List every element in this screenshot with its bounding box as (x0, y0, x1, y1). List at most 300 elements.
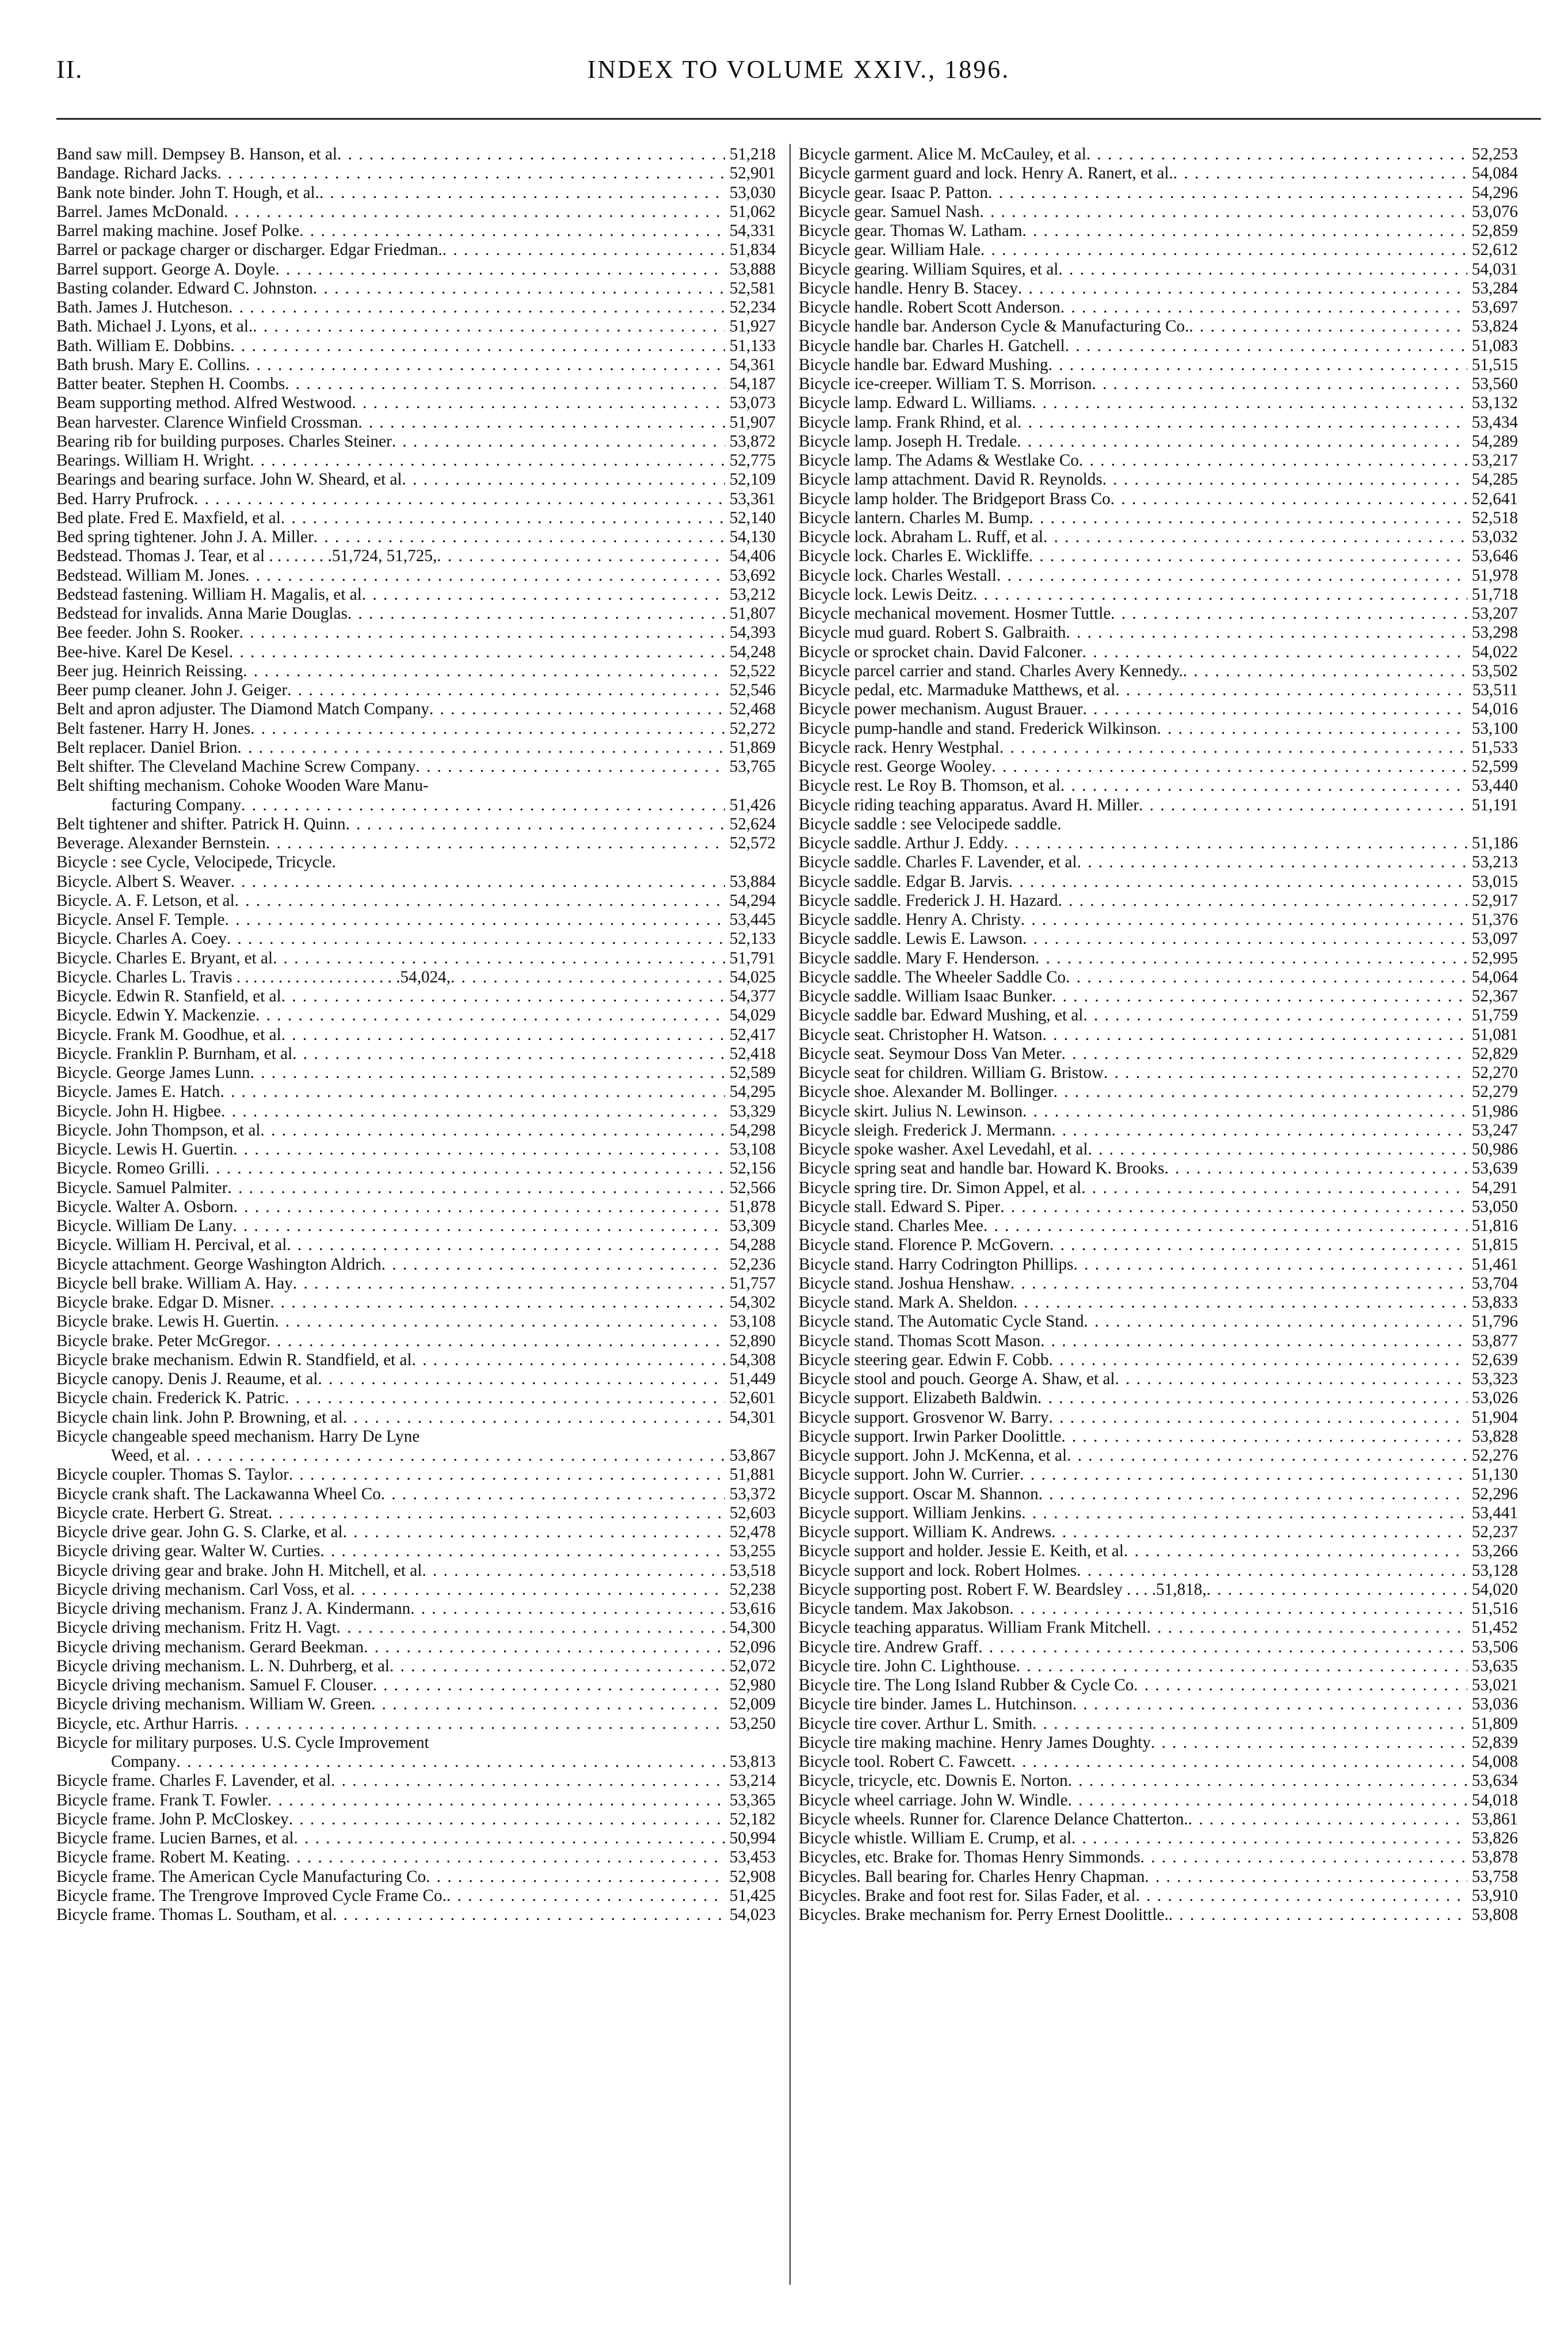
index-entry (56, 1179, 776, 1198)
patent-number: 54,302 (729, 1293, 776, 1312)
entry-text: Bicycle. William H. Percival, et al (56, 1236, 287, 1255)
entry-text: Bicycle stool and pouch. George A. Shaw, et al (799, 1370, 1115, 1388)
dot-leader (392, 432, 725, 451)
index-entry (56, 1332, 776, 1351)
entry-text: Bicycle wheels. Runner for. Clarence Delance Chatterton. (799, 1809, 1188, 1828)
entry-text: Bicycle. John H. Higbee (56, 1102, 222, 1121)
patent-number: 53,824 (1471, 317, 1518, 336)
index-entry (56, 1312, 776, 1331)
index-entry-continuation (56, 796, 776, 815)
index-entry (799, 1083, 1518, 1102)
index-entry (56, 891, 776, 910)
index-entry (799, 1618, 1518, 1637)
dot-leader (988, 184, 1467, 203)
patent-number: 54,084 (1471, 164, 1518, 183)
patent-number: 51,881 (729, 1465, 776, 1484)
index-entry-continuation (56, 1752, 776, 1771)
dot-leader (337, 145, 725, 164)
index-entry (56, 1714, 776, 1733)
entry-text: Bicycle tire making machine. Henry James Doughty (799, 1733, 1151, 1752)
index-entry (56, 1676, 776, 1695)
entry-text: Bicycle tire binder. James L. Hutchinson (799, 1695, 1073, 1714)
patent-number: 52,641 (1471, 489, 1518, 508)
entry-text: Bath brush. Mary E. Collins (56, 355, 246, 374)
entry-text: Bicycle. Charles L. Travis . . . . . . . . . . . . . . . . . . . .54,024, (56, 967, 451, 986)
patent-number: 53,833 (1471, 1293, 1518, 1312)
patent-number: 54,308 (729, 1350, 776, 1369)
patent-number: 54,361 (729, 355, 776, 374)
patent-number: 51,062 (729, 202, 776, 221)
patent-number: 53,097 (1471, 929, 1518, 948)
dot-leader (333, 1906, 725, 1925)
index-entry (799, 968, 1518, 987)
dot-leader (1039, 1485, 1467, 1504)
index-entry (799, 987, 1518, 1006)
dot-leader (1048, 356, 1467, 375)
dot-leader (1021, 1504, 1467, 1523)
patent-number: 51,815 (1471, 1236, 1518, 1255)
patent-number: 53,021 (1471, 1676, 1518, 1694)
patent-number: 51,515 (1471, 355, 1518, 374)
dot-leader (1017, 432, 1467, 451)
entry-text: Bicycle. Walter A. Osborn (56, 1197, 234, 1216)
entry-text: Bicycle crate. Herbert G. Streat (56, 1503, 268, 1522)
patent-number: 51,816 (1471, 1217, 1518, 1235)
index-entry (56, 470, 776, 489)
patent-number: 52,367 (1471, 987, 1518, 1005)
dot-leader (1102, 470, 1467, 489)
entry-text: Bicycle sleigh. Frederick J. Mermann (799, 1121, 1052, 1140)
index-entry (799, 681, 1518, 700)
dot-leader (390, 1657, 725, 1676)
entry-text: Bicycle support and holder. Jessie E. Keith, et al (799, 1542, 1124, 1561)
patent-number: 52,901 (729, 164, 776, 183)
patent-number: 52,639 (1471, 1350, 1518, 1369)
patent-number: 51,130 (1471, 1465, 1518, 1484)
page-number: II. (56, 55, 83, 83)
dot-leader (234, 1714, 725, 1733)
dot-leader (381, 1255, 725, 1274)
dot-leader (319, 184, 725, 203)
index-entry (56, 929, 776, 948)
entry-text: Bicycle canopy. Denis J. Reaume, et al (56, 1370, 318, 1388)
entry-text: Bicycle. John Thompson, et al (56, 1121, 261, 1140)
entry-text: Bicycle driving mechanism. Carl Voss, et al (56, 1580, 351, 1599)
dot-leader (1040, 1332, 1467, 1351)
patent-number: 52,140 (729, 508, 776, 527)
entry-text: Bicycle lantern. Charles M. Bump (799, 508, 1029, 527)
patent-number: 53,828 (1471, 1427, 1518, 1446)
entry-continuation-text: facturing Company (111, 795, 242, 814)
index-entry (799, 1332, 1518, 1351)
index-entry (799, 757, 1518, 776)
entry-text: Bicycle lamp. Frank Rhind, et al (799, 413, 1018, 432)
entry-text: Bee-hive. Karel De Kesel (56, 642, 229, 661)
dot-leader (234, 1198, 725, 1217)
patent-number: 53,808 (1471, 1906, 1518, 1924)
index-entry (56, 451, 776, 470)
patent-number: 53,030 (729, 183, 776, 202)
entry-text: Bicycle handle bar. Anderson Cycle & Manufacturing Co. (799, 317, 1189, 336)
patent-number: 54,377 (729, 987, 776, 1005)
patent-number: 53,813 (729, 1752, 776, 1771)
index-entry (799, 796, 1518, 815)
entry-text: Bicycle driving gear. Walter W. Curties (56, 1542, 321, 1561)
entry-text: Bandage. Richard Jacks (56, 164, 218, 183)
entry-text: Beer jug. Heinrich Reissing (56, 661, 243, 680)
patent-number: 53,445 (729, 910, 776, 929)
index-entry (56, 1733, 776, 1752)
dot-leader (285, 1389, 725, 1408)
entry-text: Bee feeder. John S. Rooker (56, 623, 239, 642)
dot-leader (313, 279, 725, 298)
dot-leader (266, 834, 725, 853)
index-entry (56, 949, 776, 968)
index-entry (799, 1868, 1518, 1887)
dot-leader (1060, 776, 1467, 795)
entry-text: Bicycle. Samuel Palmiter (56, 1178, 228, 1197)
entry-text: Bicycle saddle. Charles F. Lavender, et al (799, 853, 1077, 872)
entry-text: Bicycle changeable speed mechanism. Harry De Lyne (56, 1427, 420, 1446)
entry-text: Belt shifting mechanism. Cohoke Wooden Ware Manu- (56, 776, 429, 795)
patent-number: 51,809 (1471, 1714, 1518, 1733)
dot-leader (1020, 1465, 1467, 1484)
dot-leader (1023, 929, 1467, 948)
dot-leader (1147, 1618, 1467, 1637)
patent-number: 53,440 (1471, 776, 1518, 795)
dot-leader (229, 643, 725, 662)
index-entry (56, 1771, 776, 1790)
dot-leader (227, 929, 725, 948)
patent-number: 53,506 (1471, 1637, 1518, 1656)
patent-number: 54,288 (729, 1236, 776, 1255)
entry-text: Bicycle gear. Thomas W. Latham (799, 222, 1023, 240)
entry-text: Bicycles, etc. Brake for. Thomas Henry Simmonds (799, 1848, 1140, 1867)
entry-continuation-text: Weed, et al (111, 1446, 186, 1465)
patent-number: 51,081 (1471, 1025, 1518, 1044)
index-entry (799, 356, 1518, 375)
dot-leader (451, 968, 725, 987)
dot-leader (1010, 1274, 1467, 1293)
patent-number: 54,301 (729, 1408, 776, 1427)
dot-leader (1157, 719, 1467, 738)
patent-number: 53,616 (729, 1599, 776, 1618)
index-entry (799, 1485, 1518, 1504)
index-entry (56, 1370, 776, 1389)
entry-text: Beam supporting method. Alfred Westwood (56, 394, 352, 413)
dot-leader (1061, 1427, 1467, 1446)
index-entry (799, 891, 1518, 910)
dot-leader (266, 1332, 725, 1351)
dot-leader (1043, 528, 1467, 547)
patent-number: 52,518 (1471, 508, 1518, 527)
entry-text: Bicycle. William De Lany (56, 1217, 233, 1235)
patent-number: 51,796 (1471, 1312, 1518, 1331)
patent-number: 53,255 (729, 1542, 776, 1561)
index-entry (56, 1083, 776, 1102)
patent-number: 54,294 (729, 891, 776, 910)
dot-leader (999, 738, 1467, 757)
patent-number: 50,994 (729, 1829, 776, 1847)
dot-leader (415, 757, 724, 776)
index-entry (56, 222, 776, 241)
dot-leader (426, 1868, 725, 1887)
patent-number: 53,284 (1471, 279, 1518, 298)
dot-leader (1067, 1446, 1467, 1465)
dot-leader (237, 738, 724, 757)
entry-text: Bicycle saddle. William Isaac Bunker (799, 987, 1052, 1005)
index-entry (799, 1064, 1518, 1083)
entry-text: Bicycle chain. Frederick K. Patric (56, 1389, 285, 1408)
dot-leader (287, 681, 725, 700)
patent-number: 52,236 (729, 1255, 776, 1274)
entry-text: Bicycle. Edwin Y. Mackenzie (56, 1006, 256, 1025)
dot-leader (281, 987, 725, 1006)
dot-leader (973, 585, 1467, 604)
dot-leader (1050, 1236, 1467, 1255)
patent-number: 53,213 (1471, 853, 1518, 872)
entry-text: Bicycle brake. Lewis H. Guertin (56, 1312, 275, 1331)
index-entry (56, 547, 776, 566)
dot-leader (1068, 1791, 1467, 1810)
patent-number: 53,560 (1471, 375, 1518, 393)
entry-text: Basting colander. Edward C. Johnston (56, 279, 313, 298)
entry-text: Bicycle. Albert S. Weaver (56, 872, 231, 891)
patent-number: 52,417 (729, 1025, 776, 1044)
dot-leader (352, 394, 725, 413)
patent-number: 53,036 (1471, 1695, 1518, 1714)
index-entry (799, 1274, 1518, 1293)
entry-text: Bicycle power mechanism. August Brauer (799, 700, 1083, 719)
entry-text: Bicycle mud guard. Robert S. Galbraith (799, 623, 1066, 642)
dot-leader (268, 1504, 725, 1523)
dot-leader (1183, 662, 1467, 681)
dot-leader (231, 872, 725, 891)
patent-number: 53,026 (1471, 1389, 1518, 1408)
entry-text: Bicycle handle bar. Charles H. Gatchell (799, 336, 1065, 355)
index-entry (799, 604, 1518, 623)
index-entry (56, 203, 776, 222)
patent-number: 54,295 (729, 1083, 776, 1102)
index-entry (56, 1121, 776, 1140)
index-entry (799, 719, 1518, 738)
patent-number: 54,022 (1471, 642, 1518, 661)
patent-number: 52,581 (729, 279, 776, 298)
dot-leader (241, 796, 725, 815)
index-entry (56, 1523, 776, 1542)
dot-leader (362, 585, 725, 604)
entry-text: Bicycles. Brake mechanism for. Perry Ernest Doolittle. (799, 1906, 1169, 1924)
index-entry (799, 1140, 1518, 1159)
dot-leader (1035, 949, 1467, 968)
patent-number: 52,478 (729, 1523, 776, 1541)
dot-leader (1151, 1733, 1467, 1752)
index-entry (56, 1293, 776, 1312)
entry-text: Bicycle seat. Seymour Doss Van Meter (799, 1044, 1062, 1063)
index-entry (56, 1829, 776, 1848)
dot-leader (235, 891, 725, 910)
patent-number: 52,238 (729, 1580, 776, 1599)
entry-text: Bicycle. Frank M. Goodhue, et al (56, 1025, 281, 1044)
index-entry (799, 1580, 1518, 1599)
entry-text: Belt fastener. Harry H. Jones (56, 719, 251, 738)
index-entry (799, 834, 1518, 853)
patent-number: 53,207 (1471, 604, 1518, 623)
index-entry (56, 1887, 776, 1906)
index-entry (799, 1906, 1518, 1925)
dot-leader (1111, 490, 1467, 509)
index-entry (56, 1236, 776, 1255)
index-entry (56, 681, 776, 700)
patent-number: 53,511 (1472, 681, 1518, 699)
dot-leader (225, 910, 725, 929)
index-entry (56, 260, 776, 279)
patent-number: 54,393 (729, 623, 776, 642)
patent-number: 53,861 (1471, 1809, 1518, 1828)
dot-leader (261, 1121, 725, 1140)
patent-number: 51,978 (1471, 566, 1518, 585)
patent-number: 53,518 (729, 1561, 776, 1580)
dot-leader (1000, 1198, 1467, 1217)
entry-text: Bicycle frame. The Trengrove Improved Cycle Frame Co. (56, 1886, 447, 1905)
entry-text: Bicycle. Lewis H. Guertin (56, 1140, 234, 1159)
entry-text: Bed. Harry Prufrock (56, 489, 194, 508)
dot-leader (255, 1006, 725, 1025)
dot-leader (1077, 853, 1467, 872)
patent-number: 51,807 (729, 604, 776, 623)
entry-text: Bicycle. Charles A. Coey (56, 929, 227, 948)
patent-number: 53,910 (1471, 1886, 1518, 1905)
index-entry (799, 1351, 1518, 1370)
dot-leader (1088, 1140, 1467, 1159)
entry-text: Bearings. William H. Wright (56, 451, 250, 470)
entry-text: Bicycle pedal, etc. Marmaduke Matthews, et al (799, 681, 1116, 699)
index-entry (56, 1542, 776, 1561)
index-entry (56, 298, 776, 317)
index-entry (56, 164, 776, 183)
dot-leader (348, 604, 725, 623)
index-entry (56, 337, 776, 356)
dot-leader (983, 1217, 1467, 1236)
index-entry (799, 910, 1518, 929)
entry-text: Belt tightener and shifter. Patrick H. Quinn (56, 814, 346, 833)
patent-number: 54,029 (729, 1006, 776, 1025)
entry-text: Bicycle gearing. William Squires, et al (799, 260, 1059, 279)
column-divider (789, 144, 791, 2285)
index-entry (799, 1408, 1518, 1427)
patent-number: 51,718 (1471, 585, 1518, 604)
entry-text: Belt and apron adjuster. The Diamond Match Company (56, 700, 429, 719)
dot-leader (402, 470, 725, 489)
dot-leader (1136, 1887, 1467, 1906)
patent-number: 53,298 (1471, 623, 1518, 642)
patent-number: 51,191 (1471, 795, 1518, 814)
entry-text: Bicycle chain link. John P. Browning, et al (56, 1408, 343, 1427)
entry-text: Bicycle saddle. Arthur J. Eddy (799, 834, 1004, 852)
entry-text: Bicycles. Brake and foot rest for. Silas Fader, et al (799, 1886, 1136, 1905)
dot-leader (1043, 1026, 1467, 1045)
entry-text: Bicycle. A. F. Letson, et al (56, 891, 235, 910)
dot-leader (1018, 279, 1467, 298)
entry-text: Bicycle. Romeo Grilli (56, 1159, 205, 1178)
dot-leader (1017, 413, 1467, 432)
entry-text: Bicycle whistle. William E. Crump, et al (799, 1829, 1072, 1847)
patent-number: 53,765 (729, 757, 776, 776)
patent-number: 52,279 (1471, 1083, 1518, 1102)
dot-leader (1054, 1083, 1467, 1102)
index-entry (56, 1006, 776, 1025)
patent-number: 53,365 (729, 1790, 776, 1809)
dot-leader (1081, 1179, 1467, 1198)
index-entry (799, 1217, 1518, 1236)
entry-text: Bicycle. Ansel F. Temple (56, 910, 225, 929)
patent-number: 54,025 (729, 967, 776, 986)
entry-text: Bicycle tire. John C. Lighthouse (799, 1656, 1016, 1675)
dot-leader (1188, 1810, 1467, 1829)
index-entry (56, 719, 776, 738)
index-entry (799, 145, 1518, 164)
patent-number: 52,096 (729, 1637, 776, 1656)
index-entry (799, 1676, 1518, 1695)
dot-leader (1016, 1657, 1467, 1676)
index-entry (799, 1159, 1518, 1178)
dot-leader (1086, 145, 1467, 164)
index-entry (799, 298, 1518, 317)
entry-text: Bicycle frame. The American Cycle Manufacturing Co (56, 1867, 426, 1886)
entry-text: Bicycle. Edwin R. Stanfield, et al (56, 987, 281, 1005)
patent-number: 52,589 (729, 1064, 776, 1082)
entry-text: Bicycle gear. Samuel Nash (799, 202, 980, 221)
dot-leader (1068, 1771, 1467, 1790)
index-entry (56, 241, 776, 260)
index-entry (799, 1465, 1518, 1484)
dot-leader (186, 1446, 725, 1465)
entry-text: Bicycle saddle. Henry A. Christy (799, 910, 1021, 929)
index-entry (799, 1006, 1518, 1025)
entry-text: Bearing rib for building purposes. Charles Steiner (56, 432, 392, 451)
index-entry (799, 490, 1518, 509)
patent-number: 52,599 (1471, 757, 1518, 776)
patent-number: 52,601 (729, 1389, 776, 1408)
index-entry (799, 260, 1518, 279)
patent-number: 53,076 (1471, 202, 1518, 221)
entry-text: Bicycle saddle : see Velocipede saddle. (799, 814, 1062, 833)
patent-number: 53,872 (729, 432, 776, 451)
patent-number: 52,917 (1471, 891, 1518, 910)
entry-text: Bicycle driving mechanism. Fritz H. Vagt (56, 1618, 337, 1637)
dot-leader (422, 1561, 724, 1580)
index-entry (799, 1887, 1518, 1906)
dot-leader (343, 1523, 725, 1542)
index-entry (56, 604, 776, 623)
entry-text: Bicycle skirt. Julius N. Lewinson (799, 1102, 1023, 1121)
dot-leader (253, 317, 724, 336)
dot-leader (1009, 872, 1467, 891)
index-entry (799, 643, 1518, 662)
dot-leader (294, 1829, 725, 1848)
dot-leader (978, 1638, 1467, 1657)
dot-leader (346, 815, 725, 834)
index-entry (799, 1638, 1518, 1657)
dot-leader (1023, 222, 1467, 241)
entry-text: Bicycle driving mechanism. Samuel F. Clouser (56, 1676, 373, 1694)
patent-number: 52,546 (729, 681, 776, 699)
entry-text: Band saw mill. Dempsey B. Hanson, et al (56, 145, 338, 163)
dot-leader (447, 1887, 725, 1906)
patent-number: 52,270 (1471, 1064, 1518, 1082)
index-entry (56, 413, 776, 432)
index-entry (799, 1236, 1518, 1255)
